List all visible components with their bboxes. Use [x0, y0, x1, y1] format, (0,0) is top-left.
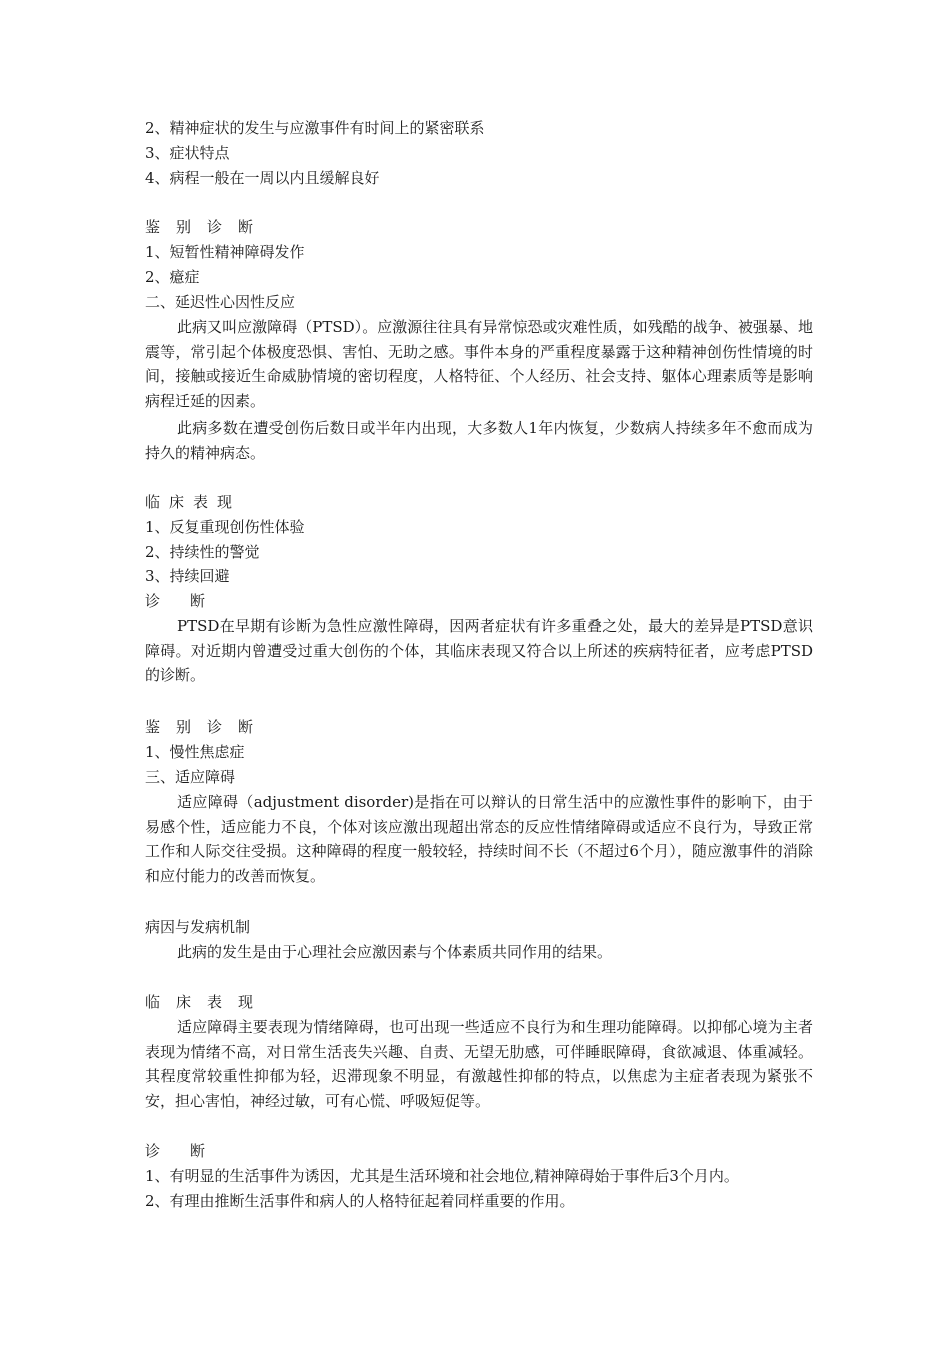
paragraph: 此病又叫应激障碍（PTSD）。应激源往往具有异常惊恐或灾难性质，如残酷的战争、被强暴、地震等，常引起个体极度恐惧、害怕、无助之感。事件本身的严重程度暴露于这种精神创伤性情境的时间，接触或接近生命威胁情境的密切程度，人格特征、个人经历、社会支持、躯体心理素质等是影响病程迁延的因素。 [145, 318, 813, 410]
section-heading: 临床表现 [145, 493, 242, 511]
paragraph: 适应障碍主要表现为情绪障碍，也可出现一些适应不良行为和生理功能障碍。以抑郁心境为主者表现为情绪不高，对日常生活丧失兴趣、自责、无望无肋感，可伴睡眠障碍，食欲减退、体重减轻。其程度常较重性抑郁为轻，迟滞现象不明显，有激越性抑郁的特点，以焦虑为主症者表现为紧张不安，担心害怕，神经过敏，可有心慌、呼吸短促等。 [145, 1018, 813, 1110]
list-item: 2、有理由推断生活事件和病人的人格特征起着同样重要的作用。 [145, 1192, 575, 1210]
list-item: 2、精神症状的发生与应激事件有时间上的紧密联系 [145, 119, 485, 137]
list-item: 1、反复重现创伤性体验 [145, 518, 305, 536]
section-heading: 诊断 [145, 1142, 236, 1160]
list-item: 2、癔症 [145, 268, 200, 286]
section-heading: 临床表现 [145, 993, 270, 1011]
paragraph: PTSD在早期有诊断为急性应激性障碍，因两者症状有许多重叠之处，最大的差异是PTSD意识障碍。对近期内曾遭受过重大创伤的个体，其临床表现又符合以上所述的疾病特征者，应考虑PTSD的诊断。 [145, 617, 813, 684]
section-heading: 病因与发病机制 [145, 918, 251, 936]
section-heading: 三、适应障碍 [145, 768, 236, 786]
list-item: 1、慢性焦虑症 [145, 743, 245, 761]
section-heading: 二、延迟性心因性反应 [145, 293, 296, 311]
list-item: 3、持续回避 [145, 567, 230, 585]
list-item: 4、病程一般在一周以内且缓解良好 [145, 169, 380, 187]
list-item: 3、症状特点 [145, 144, 230, 162]
list-item: 2、持续性的警觉 [145, 543, 260, 561]
section-heading: 鉴别诊断 [145, 218, 270, 236]
list-item: 1、短暂性精神障碍发作 [145, 243, 305, 261]
paragraph: 此病多数在遭受创伤后数日或半年内出现，大多数人1年内恢复，少数病人持续多年不愈而成为持久的精神病态。 [145, 419, 813, 462]
paragraph: 此病的发生是由于心理社会应激因素与个体素质共同作用的结果。 [177, 943, 613, 961]
section-heading: 鉴别诊断 [145, 718, 270, 736]
section-heading: 诊断 [145, 592, 236, 610]
list-item: 1、有明显的生活事件为诱因，尤其是生活环境和社会地位,精神障碍始于事件后3个月内。 [145, 1167, 739, 1185]
paragraph: 适应障碍（adjustment disorder)是指在可以辩认的日常生活中的应激性事件的影响下，由于易感个性，适应能力不良，个体对该应激出现超出常态的反应性情绪障碍或适应不良行为，导致正常工作和人际交往受损。这种障碍的程度一般较轻，持续时间不长（不超过6个月），随应激事件的消除和应付能力的改善而恢复。 [145, 793, 813, 885]
